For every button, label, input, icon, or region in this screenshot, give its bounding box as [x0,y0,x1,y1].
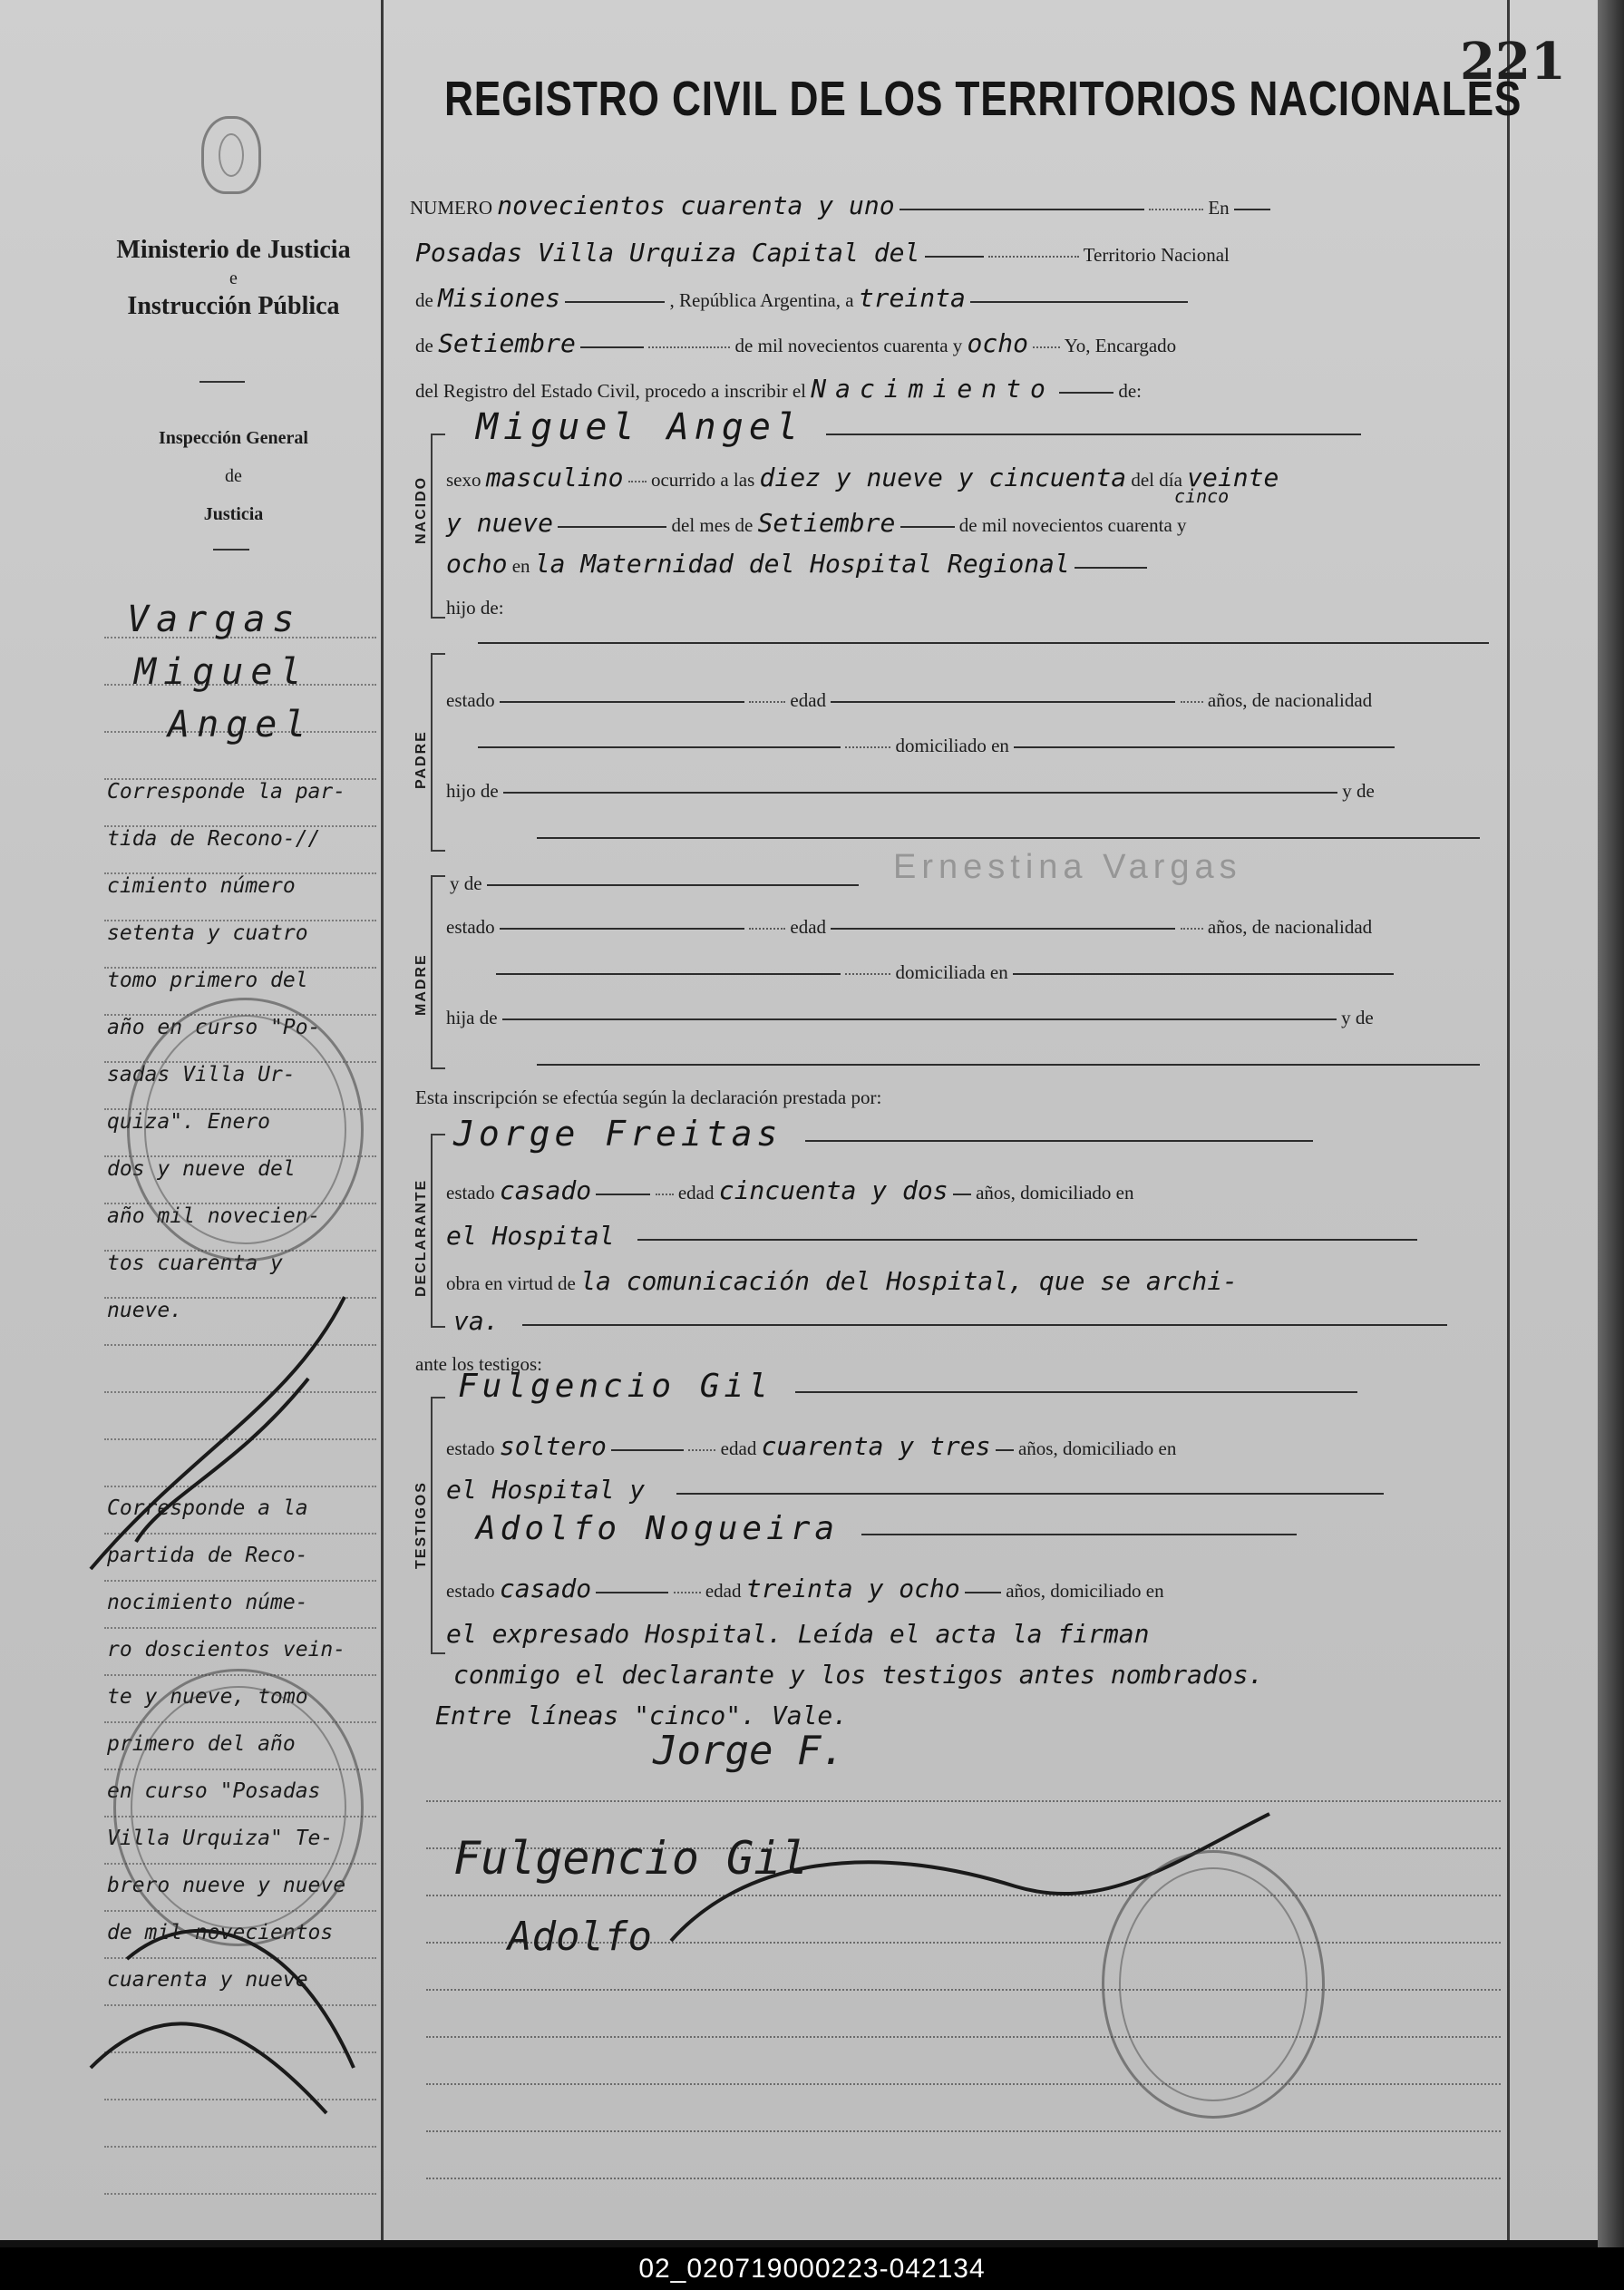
note1-line: sadas Villa Ur- [107,1063,296,1087]
padre-hijo-label: hijo de [446,780,499,802]
declarante-edad-value: cincuenta y dos [718,1175,948,1205]
testigo2-nombre-row [476,1510,1297,1547]
en-label: En [1208,197,1230,219]
testigo2-signature: Adolfo [508,1914,652,1960]
territorio-value: Misiones [438,283,560,313]
signature-ruled-line [426,2083,1501,2085]
padre-y-de-label: y de [1342,780,1375,802]
declarante-obra-value: la comunicación del Hospital, que se archi- [580,1266,1238,1296]
note2-line: nocimiento núme- [107,1591,308,1614]
madre-estado-label: estado [446,916,495,938]
registro-label: del Registro del Estado Civil, procedo a inscribir el [415,380,806,402]
de2-label: de [415,335,433,356]
madre-y-de-label: y de [450,872,482,894]
testigo2-estado-value: casado [499,1574,592,1603]
coat-of-arms-emblem [201,116,261,194]
testigo1-domicilio-value: el Hospital y [446,1475,646,1505]
territorio-row [415,283,1188,313]
dia-value: veinte [1187,463,1279,492]
padre-blank-line [478,630,1489,653]
margin-signature-flourish [54,1270,399,2177]
signature-ruled-line [426,1800,1501,1802]
note2-line: cuarenta y nueve [107,1968,308,1992]
declarante-label: DECLARANTE [413,1178,429,1297]
padre-estado-label: estado [446,689,495,711]
hora-value: diez y nueve y cincuenta [759,463,1127,492]
note1-line: año en curso "Po- [107,1016,321,1039]
pencil-note-mother-name: Ernestina Vargas [893,848,1242,886]
note2-line: Corresponde a la [107,1496,308,1520]
note2-line: brero nueve y nueve [107,1874,346,1897]
anio-label: de mil novecientos cuarenta y [734,335,963,356]
padre-bracket [431,653,445,852]
book-edge [1598,0,1624,2247]
testigo2-nombre-value: Adolfo Nogueira [476,1510,840,1547]
note1-line: nueve. [107,1299,183,1322]
hora-insert-value: cinco [1174,485,1230,507]
note1-line: quiza". Enero [107,1110,271,1134]
mes-value: Setiembre [438,328,576,358]
declarante-domicilio-value: el Hospital [446,1221,615,1251]
cierre-row [453,1660,1263,1690]
ministry-heading [86,234,381,323]
declarante-estado-label: estado [446,1182,495,1203]
testigo1-signature: Fulgencio Gil [453,1832,809,1885]
declarante-estado-row [446,1175,1133,1205]
madre-domicilio-row [496,961,1394,984]
mes-nacido-value: Setiembre [757,508,896,538]
acto-row [415,374,1142,404]
testigo1-anios-label: años, domiciliado en [1017,1437,1177,1459]
testigo2-estado-label: estado [446,1580,495,1602]
padre-hijo-row [446,780,1375,803]
testigos-label: TESTIGOS [413,1481,429,1569]
note1-line: Corresponde la par- [107,780,346,804]
de3-label: de: [1118,380,1142,402]
territorio-label: Territorio Nacional [1083,244,1230,266]
testigo2-domicilio-value: el expresado Hospital. Leída el acta la firman [446,1619,1150,1649]
ministry-line-1: Ministerio de Justicia [116,236,351,264]
padre-label: PADRE [413,730,429,789]
madre-label: MADRE [413,953,429,1016]
en-nacido-label: en [511,555,530,577]
anio-nacido-label: de mil novecientos cuarenta y [958,514,1187,536]
padre-estado-row [446,689,1372,712]
testigos-bracket [431,1397,445,1654]
testigo2-domicilio-row [446,1619,1149,1649]
note2-line: te y nueve, tomo [107,1685,308,1709]
testigo1-estado-row [446,1431,1176,1461]
de-label: de [415,289,433,311]
madre-bracket [431,875,445,1069]
declarante-edad-label: edad [677,1182,715,1203]
entrelineas-value: Entre líneas "cinco". Vale. [435,1700,849,1730]
dia-label: del día [1131,469,1182,491]
padre-anios-label: años, de nacionalidad [1207,689,1373,711]
note2-line: Villa Urquiza" Te- [107,1827,334,1850]
entrelineas-row [435,1700,848,1730]
inspection-line-3: Justicia [203,504,264,524]
padre-edad-label: edad [790,689,827,711]
declarante-obra2-value: va. [453,1306,500,1336]
padre-blank-line-2 [537,825,1480,848]
mes-label: del mes de [671,514,754,536]
note1-line: setenta y cuatro [107,921,308,945]
declarante-bracket [431,1134,445,1328]
madre-y-de-row [450,872,859,895]
hora-insert [1174,485,1229,507]
padre-domiciliado-label: domiciliado en [895,735,1009,756]
sexo-row [446,463,1279,492]
margin-ruled-line [104,2193,376,2195]
numero-row [410,190,1270,220]
anio-value: ocho [967,328,1028,358]
note1-line: tos cuarenta y [107,1252,283,1275]
margin-column [0,0,381,2240]
note1-line: año mil novecien- [107,1204,321,1228]
declarante-obra-row [446,1266,1238,1296]
margin-name-line-2: Miguel [134,651,309,693]
padre-domicilio-row [478,735,1395,757]
testigo1-estado-label: estado [446,1437,495,1459]
page-number: 221 [1460,32,1566,92]
cierre-value: conmigo el declarante y los testigos antes nombrados. [453,1660,1264,1690]
note2-line: en curso "Posadas [107,1779,321,1803]
testigo1-estado-value: soltero [499,1431,607,1461]
testigo1-edad-label: edad [720,1437,757,1459]
image-caption: 02_020719000223-042134 [0,2247,1624,2290]
testigo2-anios-label: años, domiciliado en [1006,1580,1164,1602]
inspection-line-2: de [225,466,242,486]
yo-label: Yo, Encargado [1064,335,1177,356]
madre-domiciliada-label: domiciliada en [895,961,1008,983]
margin-divider [381,0,384,2240]
note1-line: dos y nueve del [107,1157,296,1181]
numero-label: NUMERO [410,197,493,219]
note1-line: tomo primero del [107,969,308,992]
declarante-domicilio-row [446,1221,1417,1251]
fecha-row [415,328,1176,358]
numero-value: novecientos cuarenta y uno [497,190,895,220]
signature-ruled-line [426,1989,1501,1991]
mes-nacido-row [446,508,1187,538]
declarante-obra2-row [453,1306,1447,1336]
note1-line: tida de Recono-// [107,827,321,851]
testigo2-edad-value: treinta y ocho [745,1574,960,1603]
margin-name-line-1: Vargas [127,599,302,640]
dia2-value: y nueve [446,508,554,538]
nacido-label: NACIDO [413,475,429,544]
right-border [1507,0,1510,2240]
anio-nacido-value: ocho [446,549,508,579]
lugar-value: Posadas Villa Urquiza Capital del [415,238,920,268]
ministry-line-3: Instrucción Pública [127,292,340,320]
hijo-label: hijo de: [446,597,504,619]
officer-seal-stamp [1102,1850,1325,2119]
madre-blank-line [537,1052,1480,1075]
document-title: REGISTRO CIVIL DE LOS TERRITORIOS NACIONALES [444,72,1522,126]
inspection-heading [86,419,381,533]
lugar-nacido-value: la Maternidad del Hospital Regional [534,549,1070,579]
signature-ruled-line [426,2130,1501,2132]
dia-texto-value: treinta [858,283,966,313]
sexo-value: masculino [485,463,624,492]
inspection-line-1: Inspección General [159,428,308,448]
sexo-label: sexo [446,469,481,491]
lugar-nacido-row [446,549,1147,579]
note2-line: primero del año [107,1732,296,1756]
note2-line: partida de Reco- [107,1544,308,1567]
acto-value: Nacimiento [811,374,1055,404]
signature-ruled-line [426,2178,1501,2179]
declarante-nombre-value: Jorge Freitas [453,1114,783,1154]
hijo-row [446,597,504,619]
madre-anios-label: años, de nacionalidad [1207,916,1373,938]
madre-edad-label: edad [790,916,827,938]
nombre-row [476,406,1361,448]
testigos-label-text: ante los testigos: [415,1353,542,1375]
declaracion-label: Esta inscripción se efectúa según la declaración prestada por: [415,1087,882,1108]
testigo1-nombre-row [458,1368,1357,1405]
madre-estado-row [446,916,1372,939]
declarante-nombre-row [453,1114,1313,1154]
madre-hija-row [446,1007,1374,1029]
note2-line: de mil novecientos [107,1921,334,1944]
signature-ruled-line [426,2036,1501,2038]
declarante-signature: Jorge F. [653,1728,845,1774]
declarante-estado-value: casado [499,1175,592,1205]
republica-label: , República Argentina, a [669,289,854,311]
lugar-row [415,238,1230,268]
ministry-line-2: e [229,268,238,288]
nombre-value: Miguel Angel [476,406,803,448]
testigo1-nombre-value: Fulgencio Gil [458,1368,773,1405]
madre-hija-label: hija de [446,1007,498,1028]
margin-name-line-3: Angel [168,704,314,745]
declarante-obra-label: obra en virtud de [446,1272,576,1294]
testigo1-domicilio-row [446,1475,1384,1505]
ocurrido-label: ocurrido a las [650,469,755,491]
madre-y-de2-label: y de [1341,1007,1374,1028]
note1-line: cimiento número [107,874,296,898]
nacido-bracket [431,434,445,619]
declarante-anios-label: años, domiciliado en [976,1182,1134,1203]
note2-line: ro doscientos vein- [107,1638,346,1661]
registry-seal-stamp [127,998,364,1262]
testigo1-edad-value: cuarenta y tres [761,1431,991,1461]
testigo2-edad-label: edad [705,1580,742,1602]
testigo2-estado-row [446,1574,1164,1603]
